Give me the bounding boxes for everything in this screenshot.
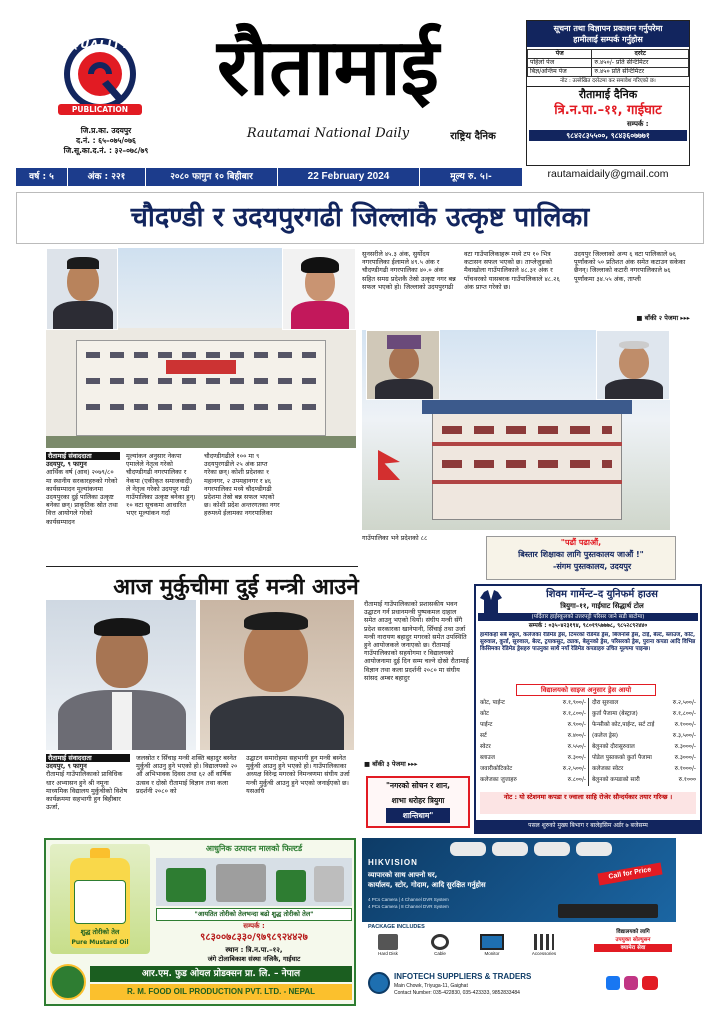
rate-row-page: बिज्ञ/अन्तिम पेज [528, 68, 592, 77]
slogan-box [366, 776, 470, 828]
hard-disk-icon [378, 934, 398, 950]
cctv-company: INFOTECH SUPPLIERS & TRADERS [394, 972, 532, 981]
instagram-icon[interactable] [624, 976, 638, 990]
uniform-note: नोट : यो स्टेशनमा कपडा र ज्वाला साहि रोजेर सौन्दर्यकार तयार गरिन्छ । [480, 792, 696, 814]
story1-col1: आर्थिक वर्ष (आव) २०७९/८० मा स्थानीय सरकारहरुको गरेको कार्यसम्पादन मूल्यांकनमा उदयपुरका दुई पालिका उत्कृष्ट बनेका छन्। प्राकृतिक स्रोत तथा वित्त आयोगले गरेको कार्यसम्पादन [46, 468, 118, 526]
oil-company-np: आर.एम. फुड ओयल प्रोडक्सन प्रा. लि. – नेपाल [90, 966, 352, 982]
price-row: दौरा सुरुवाल रु.२,५००/- [592, 700, 696, 706]
price-row: कलेजका स्वेटर रु.१०००/- [592, 766, 696, 772]
cctv-brand: HIKVISION [368, 858, 418, 867]
story1-photo-caption: गाउँपालिका भने प्रदेशको ८८ [362, 534, 428, 542]
rate-row-page: पहिलो पेज [528, 59, 592, 68]
cctv-camera-icon [492, 842, 528, 856]
mustard-oil-ad [44, 838, 356, 1006]
story1-body-left [46, 452, 356, 564]
story1-ward-official-left-photo [366, 330, 440, 400]
uniform-house-ad [474, 584, 702, 834]
oil-bottle-image [50, 844, 150, 954]
reg-line-3: जि.सू.का.द.नं. : ३२–०७८/७९ [63, 146, 149, 155]
story1-headline-wrap [16, 192, 704, 244]
uniform-body: हामीकहाँ सबै स्कूल, कलेजका रेडिमेड ड्रेस, टिमरको रेडिमेड ड्रेस, बिजनसि ड्रेस, टाई, बेल्ट, ब्लाउज, कोट, सुरुवाल, कुर्ता, सुरुवाल, बेल्ट, ट्रयाकसुट, ट्याक, बेलुनको ड्रेस, परिसरको ड्रेस, पुराना कपडा आदि विभिन्न किसिमका रेडिमेड ड्रेसहरु पाउनुका साथै नयाँ रेडिमेड कपडाहरु उचित मूल्यमा पाइन्छ। [480, 632, 696, 653]
price-row: बेलुनको दौरासुरुवाल रु.३०००/- [592, 744, 696, 750]
rate-row-rate: रु.४५० प्रति सेन्टिमिटर [592, 68, 689, 77]
accessories-icon [534, 934, 554, 950]
price-row: स्वेटर रु.५५०/- [480, 744, 586, 750]
uniform-sub: (पर्दितार हाईस्कूलको उत्तरपट्टी परिसर जाने सडी बाटोमा) [478, 613, 698, 621]
slogan-line2: शाभा धरोहर त्रियुगा [391, 796, 445, 805]
story1-col6: उदयपुर जिल्लाको अन्य ६ वटा पालिकाले ७६ पूर्णांकको ५० प्रतिशत अंक समेत कटाउन सकेका छैनन्। जिल्लाको कटारी नगरपालिकाले ७६ पूर्णांकमा ३४.५५ अंक, ताप्ली [574, 250, 686, 283]
notice-head-line2: हामीलाई सम्पर्क गर्नुहोस [573, 35, 643, 44]
cable-icon [431, 934, 449, 950]
oil-location2: जंगे टोलाबिकाश संस्था नजिकै, गाईघाट [207, 955, 301, 963]
price-row: बेलुनको कपडाको सारी रु.१००० [592, 777, 696, 783]
accessories-item: Accessories [522, 934, 566, 968]
story2-place-date: उदयपुर, ९ फागुन [46, 762, 87, 771]
uniform-contact: सम्पर्क : ०३५–४२३१९४, ९८०१९५७७७८, ९८५२८९२४४० [528, 623, 648, 629]
story2-col4: रौतामाई गाउँपालिकाको प्रशासकीय भवन उद्घाटन गर्न प्रधानमन्त्री पुष्पकमल दाहाल समेत आउनु भएको थियो। संघीय मन्त्री सँगै प्रदेश सरकारका खानेपानी, सिँचाई तथा उर्जा मन्त्री नारायण बहादुर मगरको समेत उपस्थिति हुने आयोजकले जनाएको छ। रौतामाई गाउँपालिकाको सहयोगमा र विद्यालयको आयोजनामा दुई दिन सम्म चल्ने दोस्रो रौतामाई विज्ञान तथा कला प्रदर्शनी २०८० मा संघीय सांसद अम्बर बहादुर [364, 600, 469, 682]
price-row: फेन्सीको कोट,पाईन्ट, सर्ट टाई रु.१०००/- [592, 722, 696, 728]
brand-label: रौतामाई दैनिक [527, 86, 689, 102]
story1-right-official-photo [282, 248, 356, 330]
uniform-footer: पसल शुरुको मुख्य बिभाग र बालेइसिम अर्डर ७ बजेसम्म [476, 820, 700, 832]
reg-line-2: द.नं. : ६५–०७५/०७६ [76, 136, 136, 145]
rate-col-rate: दररेट [592, 50, 689, 59]
office-phones: ९८४२८३५५००, ९८४३६०७७७१ [529, 130, 687, 141]
contact-label: सम्पर्क : [627, 120, 649, 128]
story2-minister-left-photo [46, 600, 196, 750]
price: मूल्य रु. ५।- [450, 172, 492, 182]
logo-ring-top: QUALITY [70, 38, 130, 51]
price-row: पाईन्ट रु.९००/- [480, 722, 586, 728]
price-row: कोट रु.१,८००/- [480, 711, 586, 717]
logo-ring-bottom: PUBLICATION [58, 104, 142, 115]
facebook-icon[interactable] [606, 976, 620, 990]
oil-company-en: R. M. FOOD OIL PRODUCTION PVT. LTD. - NEPAL [90, 984, 352, 1000]
oil-factory-machines-image [156, 858, 352, 906]
advertising-notice-box [526, 20, 690, 166]
office-address: त्रि.न.पा.–११, गाईघाट [554, 103, 662, 118]
story1-headline: चौदण्डी र उदयपुरगढी जिल्लाकै उत्कृष्ट पालिका [130, 202, 590, 233]
story1-place-date: उदयपुर, ९ फागुन [46, 460, 87, 469]
cctv-contact: Contact Number: 035-422830, 035-423333, 9852833484 [394, 990, 520, 996]
cctv-spec1: 4 PCs Camera | 4 Channel DVR System [368, 897, 449, 902]
cctv-side-note3: क्यामेरा सेवा [594, 944, 672, 952]
volume-year: वर्ष : ५ [16, 168, 68, 186]
story1-left-official-photo [46, 248, 118, 330]
price-row: ब्लाउज रु.३००/- [480, 755, 586, 761]
story1-col4: सुनसरीले ४५.३ अंक, सुर्योदय नगरपालिका ईलामले ४९.५ अंक र चौदण्डीगढी नगरपालिका ४०.० अंक सहित समग्र प्रदेशकै तेस्रो उत्कृष्ट नगर बन्न सफल भएको हो। जिल्लाको उदयपुरगढी [362, 250, 456, 291]
date-nepali: २०८० फागुन १० बिहीबार [146, 168, 278, 186]
uniform-price-list [480, 698, 696, 790]
story1-col5: वटा गाउँपालिकाहरू मध्ये टप १० भित्र कटासन सफल भएको छ। ताप्लेजुङको मैवाखोला गाउँपालिकाले ४८.३१ अंक र पाँचथरको यासबरक गाउँपालिकाले ४८.२६ अंक प्राप्त गरेको छ। [464, 250, 560, 291]
reg-line-1: जि.प्र.का. उदयपुर [80, 126, 132, 135]
cctv-camera-icon [450, 842, 486, 856]
bookstore-line2: बिस्तार शिक्षाका लागि पुस्तकालय जाऔं !" [518, 550, 644, 559]
story2-col3: उद्घाटन समारोहमा सहभागी हुन मन्त्री बस्नेत मुर्कुची आउनु हुने भएको हो। गाउँपालिकाका अध्यक्ष विरेन्द्र मगरको निमन्त्रणमा संघीय उर्जा मन्त्री मुर्कुची आउनु हुने भएको जनाईएको छ। यसअघि [246, 754, 350, 795]
bookstore-ad [486, 536, 676, 580]
slogan-line1: "नगरको सोचन र शान, [386, 781, 450, 790]
cctv-dvr-image [558, 904, 658, 918]
rate-table [527, 49, 689, 77]
story1-continued[interactable]: ■ बाँकी २ पेजमा ▸▸▸ [636, 314, 690, 322]
cctv-spec2: 4 PCs Camera | 8 Channel DVR System [368, 904, 449, 909]
cctv-call-price[interactable]: Call for Price [597, 863, 662, 886]
subtitle-nepali: राष्ट्रिय दैनिक [450, 131, 496, 142]
cctv-package-items [366, 934, 566, 968]
uniform-price-right [592, 698, 696, 786]
cctv-line1: व्यापारको साथ आफ्नो घर, [368, 871, 438, 879]
story2-body [46, 754, 358, 838]
quality-publication-logo [58, 30, 142, 122]
cctv-package-label: PACKAGE INCLUDES [368, 924, 425, 930]
oil-product-name: शुद्ध तोरीको तेल [80, 928, 120, 936]
story2-col1: रौतामाई गाउँपालिकाको प्राविधिक धार अभ्यासन हुने श्री नमूना माध्यमिक विद्यालय मुर्कुचीको विशेष कार्यक्रममा सहभागी हुन बिहीबार ऊर्जा, [46, 770, 128, 812]
price-row: पोडेल पुस्तकको कुर्ता पैजामा रु.३०००/- [592, 755, 696, 761]
cctv-camera-icon [534, 842, 570, 856]
uniform-table-title: विद्यालयको साइज अनुसार ड्रेस आयो [516, 684, 656, 696]
story1-col6-wrap [574, 250, 690, 326]
monitor-icon [480, 934, 504, 950]
price-row: कुर्ता पैजामा (बेस्ट्राज) रु.१,८००/- [592, 711, 696, 717]
story2-continued[interactable]: ■ बाँकी ३ पेजमा ▸▸▸ [364, 760, 418, 768]
uniform-address: त्रियुगा–११, गाईघाट सिद्धार्थ टोल [560, 602, 644, 610]
cctv-camera-icon [576, 842, 612, 856]
oil-contact-label: सम्पर्क : [243, 922, 265, 930]
section-divider [46, 566, 358, 567]
story1-ward-official-right-photo [596, 330, 670, 400]
bookstore-line3: -संगम पुस्तकालय, उदयपुर [553, 562, 632, 571]
price-row: कलेजका जुत्ताहरु रु.८००/- [480, 777, 586, 783]
cable-item: Cable [418, 934, 462, 968]
cctv-package-panel [362, 922, 676, 1006]
office-email[interactable]: rautamaidaily@gmail.com [547, 168, 669, 180]
dateline-bar [16, 168, 522, 186]
rate-col-page: पेज [528, 50, 592, 59]
subtitle-english: Rautamai National Daily [246, 126, 410, 141]
cctv-line2: कार्यालय, स्टोर, गोदाम, आदि सुरक्षित गर्नुहोस [368, 881, 486, 889]
youtube-icon[interactable] [642, 976, 658, 990]
rate-note: नोट : उल्लेखित दररेटमा कर समावेश गरिएको छ। [560, 78, 656, 84]
rate-row-rate: रु.४५०/- प्रति सेन्टिमिटर [592, 59, 689, 68]
oil-company-logo-icon [50, 964, 86, 1000]
uniform-title: शिवम गार्मेन्ट–द युनिफर्म हाउस [546, 589, 658, 600]
price-row: सर्ट रु.४००/- [480, 733, 586, 739]
uniform-price-left [480, 698, 586, 786]
story2-col2: जलस्रोत र सिँचाइ मन्त्री शक्ति बहादुर बस्नेत मुर्कुची आउनु हुने भएको हो। विद्यालयको २० औं अभिभावक दिवस तथा ६२ औं वार्षिक उत्सव र दोस्रो रौतामाई विज्ञान तथा कला प्रदर्शनी २०८० को [136, 754, 238, 795]
monitor-item: Monitor [470, 934, 514, 968]
oil-location: स्थान : त्रि.न.पा.–१२, [225, 946, 283, 954]
story1-byline: रौतामाई संवाददाता [46, 452, 120, 460]
price-row: कोट, पाईन्ट रु.१,९००/- [480, 700, 586, 706]
oil-banner: आधुनिक उत्पादन मालको फिल्टर्ड [205, 844, 303, 853]
registration-info [46, 126, 166, 156]
issue-number: अंक : २२१ [68, 168, 146, 186]
story2-minister-right-photo [200, 600, 354, 750]
cctv-side-note2: उपयुक्त सोल्युसन [615, 937, 651, 943]
date-english: 22 February 2024 [278, 168, 420, 186]
story2-headline: आज मुर्कुचीमा दुई मन्त्री आउने [113, 575, 359, 600]
story1-col2: मूल्यांकन अनुसार नेकपा एमालेले नेतृत्व गरेको चौदण्डीगढी नगरपालिका र नेकपा (एकीकृत समाजवादी) ले नेतृत्व गरेको उदयपुर गढी गाउँपालिका उत्कृष्ट बनेका हुन्। १० वटा सूचकमा आधारित भएर मूल्यांकन गर्दा [126, 452, 196, 518]
story2-byline: रौतामाई संवाददाता [46, 754, 130, 762]
story1-col3: चौदण्डीगढीले १०० मा ९ उदयपुरगढीले २५ अंक प्राप्त गरेका छन्। कोशी प्रदेशका १ महानगर, २ उपमहानगर र ४६ नगरपालिका मध्ये चौदण्डीगढी प्रदेशमा तेस्रो बन्न सफल भएको छ। कोशी प्रदेश अन्तरगतका नगर हरुमध्ये ईलामका नगरपालिका [204, 452, 280, 518]
slogan-line3: शान्तिधाम" [386, 808, 450, 823]
oil-product-name-en: Pure Mustard Oil [71, 939, 129, 946]
cctv-address: Main Chowk, Triyuga-11, Gaighat [394, 983, 468, 989]
price-row: (कलेज ड्रेस) रु.३,५००/- [592, 733, 696, 739]
story2-right-column [364, 600, 470, 772]
cctv-side-note1: विद्यालयको लागि [616, 929, 650, 935]
oil-tagline: "आयतित तोरीको तेलभन्दा बढो शुद्ध तोरीको तेल" [156, 908, 352, 921]
infotech-logo-icon [368, 972, 390, 994]
notice-header [527, 21, 689, 47]
oil-phones: ९८३००७८३३०/९७९८९२४४२७ [200, 932, 308, 943]
bookstore-line1: "पढौं पढाऔं, [560, 538, 602, 547]
newspaper-title: रौतामाई [217, 22, 439, 113]
cctv-ad [362, 838, 676, 1006]
notice-head-line1: सूचना तथा विज्ञापन प्रकाशन गर्नुपरेमा [553, 24, 663, 33]
price-row: जवारीकोटिकोट रु.२,५००/- [480, 766, 586, 772]
hard-disk-item: Hard Disk [366, 934, 410, 968]
